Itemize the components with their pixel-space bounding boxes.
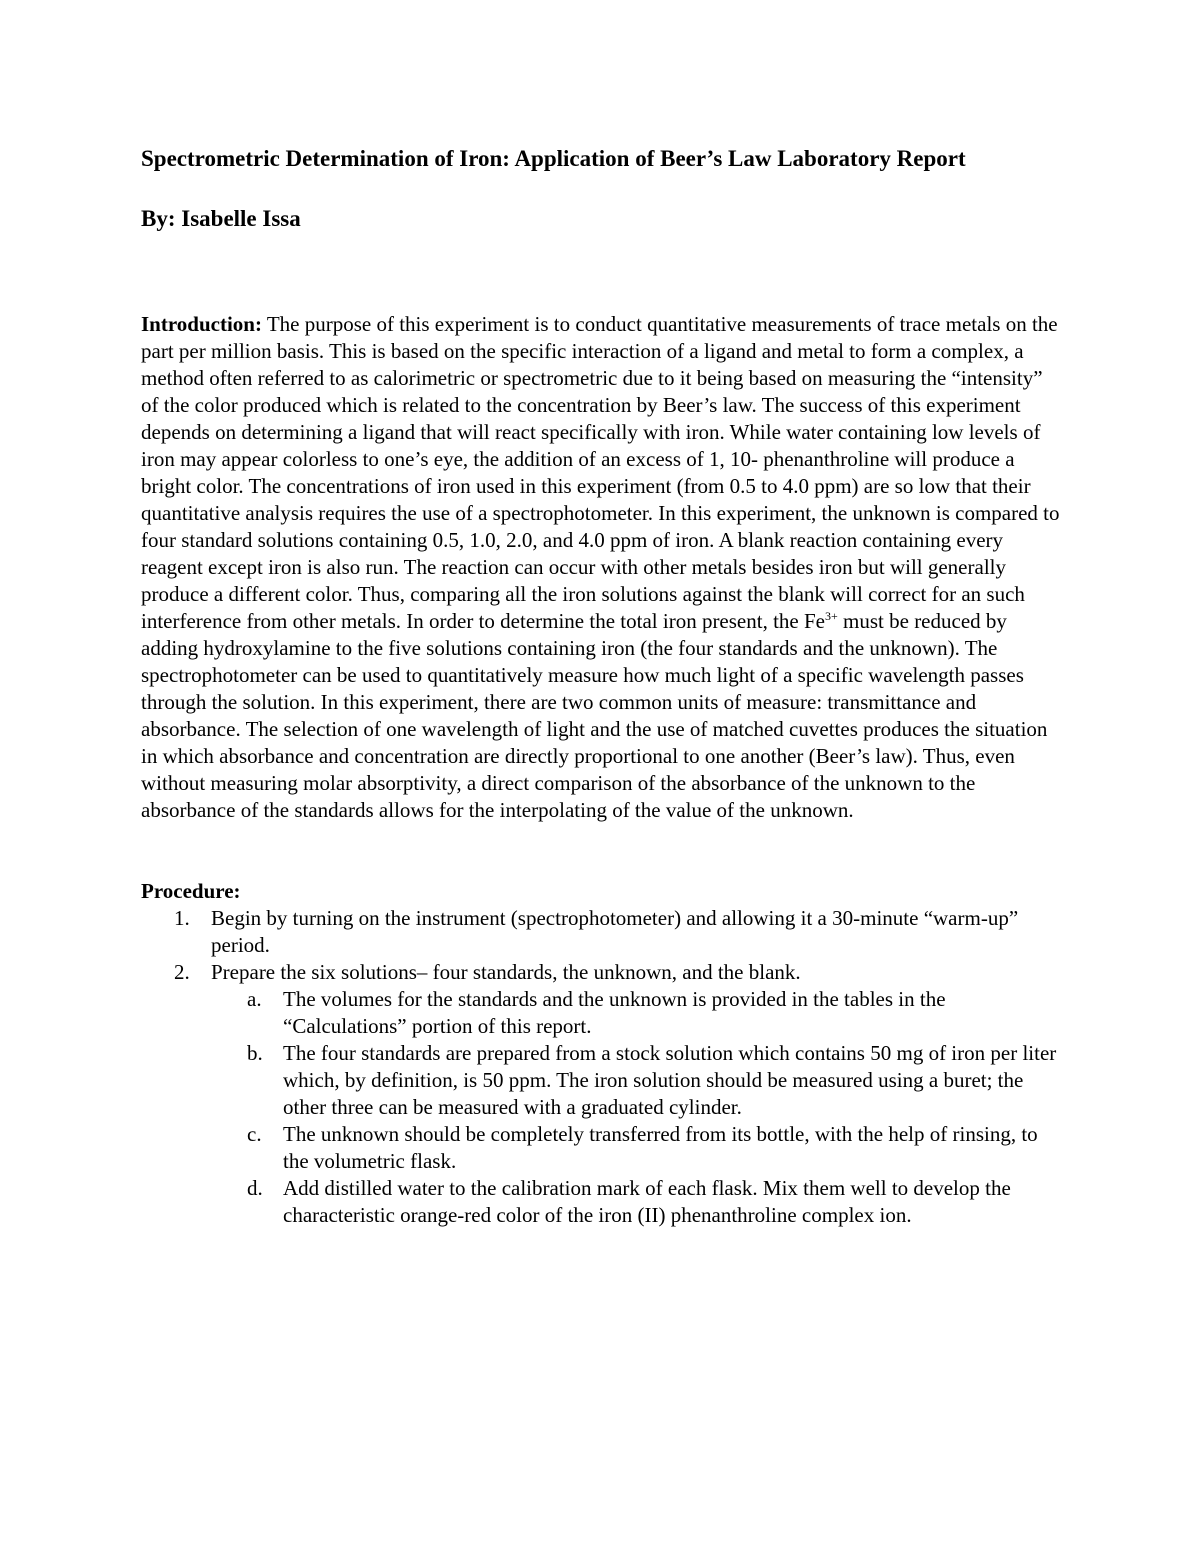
introduction-text-part1: The purpose of this experiment is to conduct quantitative measurements of trace metals on the part per million basis. This is based on the specific interaction of a ligand and metal to form a complex, a method often referred to as calorimetric or spectrometric due to it being based on measuring the “intensity” of the color produced which is related to the concentration by Beer’s law. The success of this experiment depends on determining a ligand that will react specifically with iron. While water containing low levels of iron may appear colorless to one’s eye, the addition of an excess of 1, 10- phenanthroline will produce a bright color. The concentrations of iron used in this experiment (from 0.5 to 4.0 ppm) are so low that their quantitative analysis requires the use of a spectrophotometer. In this experiment, the unknown is compared to four standard solutions containing 0.5, 1.0, 2.0, and 4.0 ppm of iron. A blank reaction containing every reagent except iron is also run. The reaction can occur with other metals besides iron but will generally produce a different color. Thus, comparing all the iron solutions against the blank will correct for an such interference from other metals. In order to determine the total iron present, the Fe bbox=[141, 312, 1060, 633]
step-number: 2. bbox=[174, 960, 190, 984]
substep-text: Add distilled water to the calibration mark of each flask. Mix them well to develop the characteristic orange-red color of the iron (II) phenanthroline complex ion. bbox=[283, 1176, 1011, 1227]
substep-text: The unknown should be completely transferred from its bottle, with the help of rinsing, to the volumetric flask. bbox=[283, 1122, 1038, 1173]
introduction-paragraph bbox=[141, 311, 1063, 824]
substeps-list bbox=[211, 986, 1063, 1229]
procedure-step bbox=[141, 905, 1063, 959]
procedure-heading: Procedure: bbox=[141, 879, 241, 903]
document-page bbox=[141, 142, 1063, 1229]
procedure-substep bbox=[211, 1175, 1063, 1229]
procedure-substep bbox=[211, 1040, 1063, 1121]
introduction-label: Introduction: bbox=[141, 312, 262, 336]
document-title: Spectrometric Determination of Iron: Application of Beer’s Law Laboratory Report bbox=[141, 146, 966, 171]
substep-text: The volumes for the standards and the unknown is provided in the tables in the “Calculations” portion of this report. bbox=[283, 987, 946, 1038]
substep-text: The four standards are prepared from a stock solution which contains 50 mg of iron per liter which, by definition, is 50 ppm. The iron solution should be measured using a buret; the other three can be measured with a graduated cylinder. bbox=[283, 1041, 1057, 1119]
procedure-substep bbox=[211, 986, 1063, 1040]
step-number: 1. bbox=[174, 906, 190, 930]
procedure-steps-list bbox=[141, 905, 1063, 1229]
substep-letter: a. bbox=[247, 987, 262, 1011]
author-line: By: Isabelle Issa bbox=[141, 206, 301, 231]
substep-letter: b. bbox=[247, 1041, 263, 1065]
iron-charge-superscript: 3+ bbox=[825, 609, 838, 623]
step-text: Prepare the six solutions– four standards, the unknown, and the blank. bbox=[211, 960, 801, 984]
introduction-text-part2: must be reduced by adding hydroxylamine to the five solutions containing iron (the four standards and the unknown). The spectrophotometer can be used to quantitatively measure how much light of a specific wavelength passes through the solution. In this experiment, there are two common units of measure: transmittance and absorbance. The selection of one wavelength of light and the use of matched cuvettes produces the situation in which absorbance and concentration are directly proportional to one another (Beer’s law). Thus, even without measuring molar absorptivity, a direct comparison of the absorbance of the unknown to the absorbance of the standards allows for the interpolating of the value of the unknown. bbox=[141, 609, 1048, 822]
step-text: Begin by turning on the instrument (spectrophotometer) and allowing it a 30-minute “warm-up” period. bbox=[211, 906, 1019, 957]
procedure-step bbox=[141, 959, 1063, 1229]
substep-letter: c. bbox=[247, 1122, 262, 1146]
substep-letter: d. bbox=[247, 1176, 263, 1200]
procedure-substep bbox=[211, 1121, 1063, 1175]
